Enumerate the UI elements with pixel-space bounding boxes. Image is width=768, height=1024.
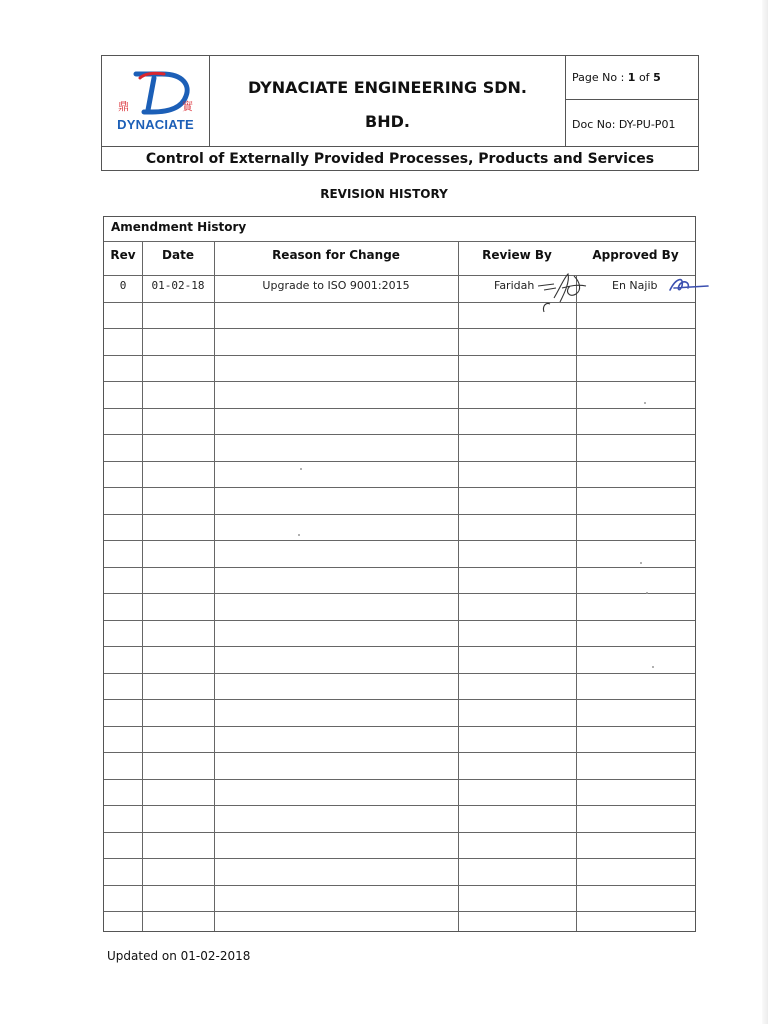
table-row-divider — [104, 752, 695, 753]
scan-speck — [646, 592, 648, 594]
document-title: Control of Externally Provided Processes, Products and Services — [102, 146, 698, 171]
table-row-divider — [104, 593, 695, 594]
table-column-divider — [576, 275, 577, 931]
document-meta-cell — [566, 56, 698, 146]
table-row-divider — [104, 673, 695, 674]
column-header-reason: Reason for Change — [272, 248, 400, 262]
table-row-divider — [104, 699, 695, 700]
table-row-divider — [104, 487, 695, 488]
amendment-table-title: Amendment History — [111, 220, 247, 234]
table-row-divider — [104, 461, 695, 462]
table-column-divider — [142, 241, 143, 931]
doc-number: Doc No: DY-PU-P01 — [572, 118, 676, 131]
page-of: of — [638, 71, 650, 84]
logo-brand-text: DYNACIATE — [117, 117, 194, 132]
company-name-line2: BHD. — [365, 112, 410, 131]
table-row-divider — [104, 805, 695, 806]
column-header-date: Date — [162, 248, 194, 262]
table-title-divider — [104, 241, 695, 242]
logo-glyph-left: 鼎 — [118, 100, 129, 113]
table-row-divider — [104, 381, 695, 382]
table-row-divider — [104, 302, 695, 303]
row-0-date: 01-02-18 — [151, 279, 205, 292]
table-row-divider — [104, 408, 695, 409]
table-row-divider — [104, 911, 695, 912]
table-row-divider — [104, 434, 695, 435]
scan-speck — [644, 402, 646, 404]
scan-speck — [652, 666, 654, 668]
scan-speck — [298, 534, 300, 536]
table-row-divider — [104, 567, 695, 568]
row-0-rev: 0 — [119, 279, 127, 292]
page-current: 1 — [627, 71, 636, 84]
logo-cell — [102, 56, 210, 146]
table-row-divider — [104, 858, 695, 859]
amendment-history-table — [103, 216, 696, 932]
table-row-divider — [104, 355, 695, 356]
company-name-cell — [210, 56, 566, 146]
table-row-divider — [104, 646, 695, 647]
document-header — [101, 55, 699, 171]
page-total: 5 — [653, 71, 661, 84]
page-number — [566, 56, 698, 100]
revision-history-heading: REVISION HISTORY — [320, 187, 448, 201]
page-number-label: Page No : — [572, 71, 625, 84]
footer-updated-date: Updated on 01-02-2018 — [107, 949, 251, 963]
scan-edge-shadow — [762, 0, 768, 1024]
company-name-line1: DYNACIATE ENGINEERING SDN. — [247, 78, 528, 97]
column-header-approved-by: Approved By — [592, 248, 679, 262]
table-header-divider — [104, 275, 695, 276]
table-row-divider — [104, 328, 695, 329]
row-0-review-by: Faridah — [494, 279, 535, 292]
column-header-review-by: Review By — [482, 248, 552, 262]
approver-signature-icon — [668, 274, 712, 296]
reviewer-signature-icon — [534, 268, 594, 316]
table-row-divider — [104, 540, 695, 541]
row-0-reason: Upgrade to ISO 9001:2015 — [262, 279, 410, 292]
scan-speck — [300, 468, 302, 470]
logo-glyph-right: 實 — [182, 100, 193, 113]
column-header-rev: Rev — [110, 248, 136, 262]
table-row-divider — [104, 726, 695, 727]
table-column-divider — [458, 241, 459, 931]
table-row-divider — [104, 620, 695, 621]
table-row-divider — [104, 885, 695, 886]
table-column-divider — [214, 241, 215, 931]
scan-speck — [640, 562, 642, 564]
table-row-divider — [104, 832, 695, 833]
company-logo-icon — [114, 68, 198, 118]
table-row-divider — [104, 514, 695, 515]
row-0-approved-by: En Najib — [612, 279, 658, 292]
table-row-divider — [104, 779, 695, 780]
